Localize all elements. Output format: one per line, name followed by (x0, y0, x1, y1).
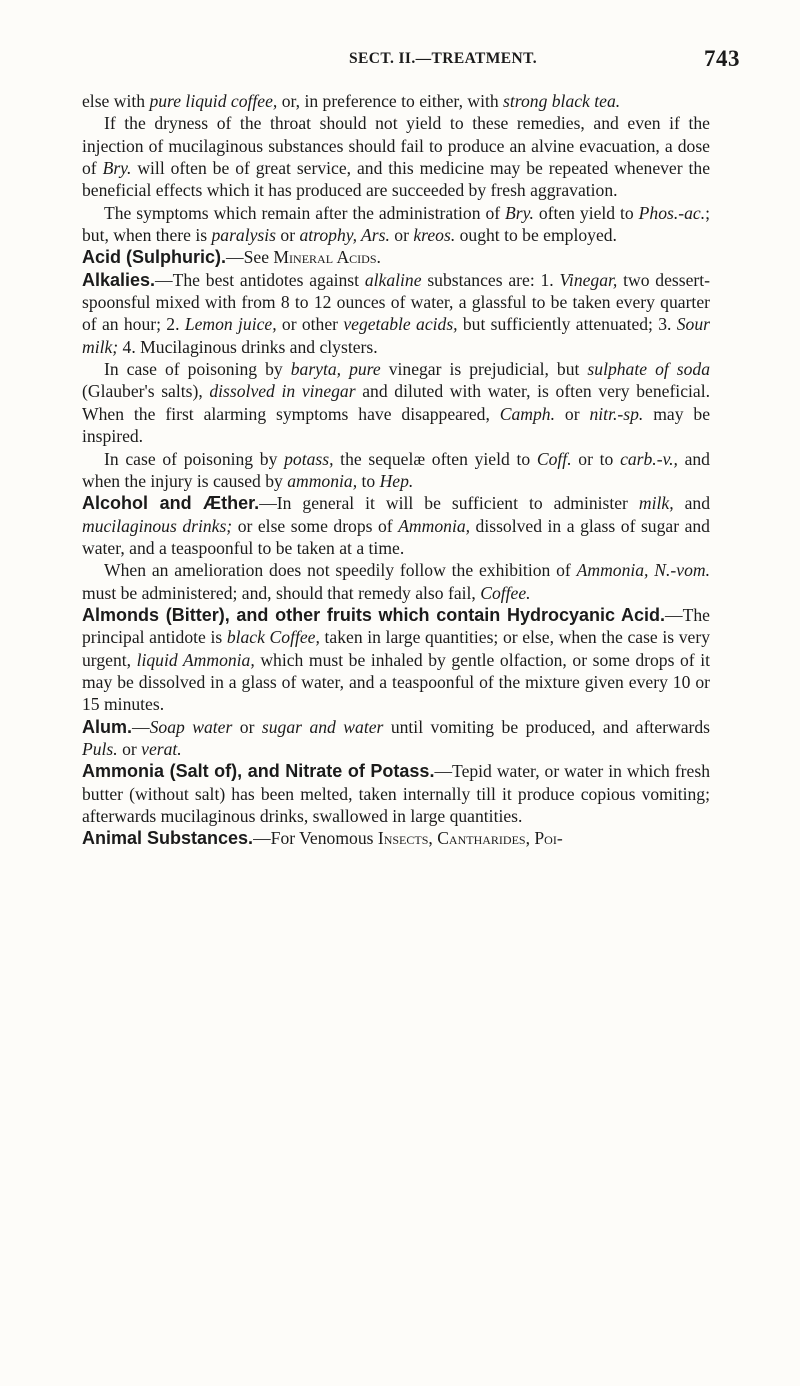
entry-alum: Alum.—Soap water or sugar and water until vomiting be produced, and afterwards Puls. or verat. (82, 716, 711, 759)
entry-alcohol: Alcohol and Æther.—In general it will be sufficient to administer milk, and mucilaginous drinks; or else some drops of Ammonia, dissolved in a glass of sugar and water, and a teaspoonful to be taken at a time. (82, 493, 710, 558)
running-head: SECT. II.—TREATMENT. (349, 50, 538, 67)
entry-animal-substances: Animal Substances.—For Venomous Insects, Cantharides, Poi- (82, 828, 563, 849)
paragraph-potass: In case of poisoning by potass, the sequelæ often yield to Coff. or to carb.-v., and when the injury is caused by ammonia, to Hep. (82, 448, 710, 491)
entry-ammonia: Ammonia (Salt of), and Nitrate of Potass.—Tepid water, or water in which fresh butter (without salt) has been melted, taken internally till it produce copious vomiting; afterwards mucilaginous drinks, swallowed in large quantities. (82, 761, 710, 826)
entry-acid: Acid (Sulphuric).—See Mineral Acids. (82, 247, 381, 268)
entry-almonds: Almonds (Bitter), and other fruits which contain Hydrocyanic Acid.—The principal antidote is black Coffee, taken in large quantities; or else, when the case is very urgent, liquid Ammonia, which must be inhaled by gentle olfaction, or some drops of it may be dissolved in a glass of water, and a teaspoonful of the mixture given every 10 or 15 minutes. (82, 604, 710, 715)
paragraph-amelioration: When an amelioration does not speedily follow the exhibition of Ammonia, N.-vom. must be administered; and, should that remedy also fail, Coffee. (82, 560, 710, 603)
page-body (82, 90, 710, 850)
page-number: 743 (704, 46, 740, 71)
entry-alkalies: Alkalies.—The best antidotes against alkaline substances are: 1. Vinegar, two dessert-spoonsful mixed with from 8 to 12 ounces of water, a glassful to be taken every quarter of an hour; 2. Lemon juice, or other vegetable acids, but sufficiently attenuated; 3. Sour milk; 4. Mucilaginous drinks and clysters. (82, 269, 710, 357)
paragraph-baryta: In case of poisoning by baryta, pure vinegar is prejudicial, but sulphate of soda (Glauber's salts), dissolved in vinegar and diluted with water, is often very beneficial. When the first alarming symptoms have disappeared, Camph. or nitr.-sp. may be inspired. (82, 359, 711, 447)
paragraph-continuation: else with pure liquid coffee, or, in preference to either, with strong black tea. (82, 91, 621, 111)
entry-heading: Almonds (Bitter), and other fruits which contain Hydrocyanic Acid. (82, 604, 666, 625)
entry-heading: Alum. (82, 716, 133, 737)
paragraph-dryness: If the dryness of the throat should not yield to these remedies, and even if the injection of mucilaginous substances should fail to produce an alvine evacuation, a dose of Bry. will often be of great service, and this medicine may be repeated whenever the beneficial effects which it has produced are succeeded by fresh aggravation. (82, 113, 711, 201)
page-header (0, 46, 800, 80)
entry-heading: Animal Substances. (82, 828, 254, 849)
entry-heading: Acid (Sulphuric). (82, 247, 226, 268)
entry-heading: Alcohol and Æther. (82, 493, 260, 514)
paragraph-symptoms: The symptoms which remain after the administration of Bry. often yield to Phos.-ac.; but, when there is paralysis or atrophy, Ars. or kreos. ought to be employed. (82, 202, 710, 246)
entry-heading: Ammonia (Salt of), and Nitrate of Potass. (82, 761, 435, 782)
entry-heading: Alkalies. (82, 269, 156, 290)
